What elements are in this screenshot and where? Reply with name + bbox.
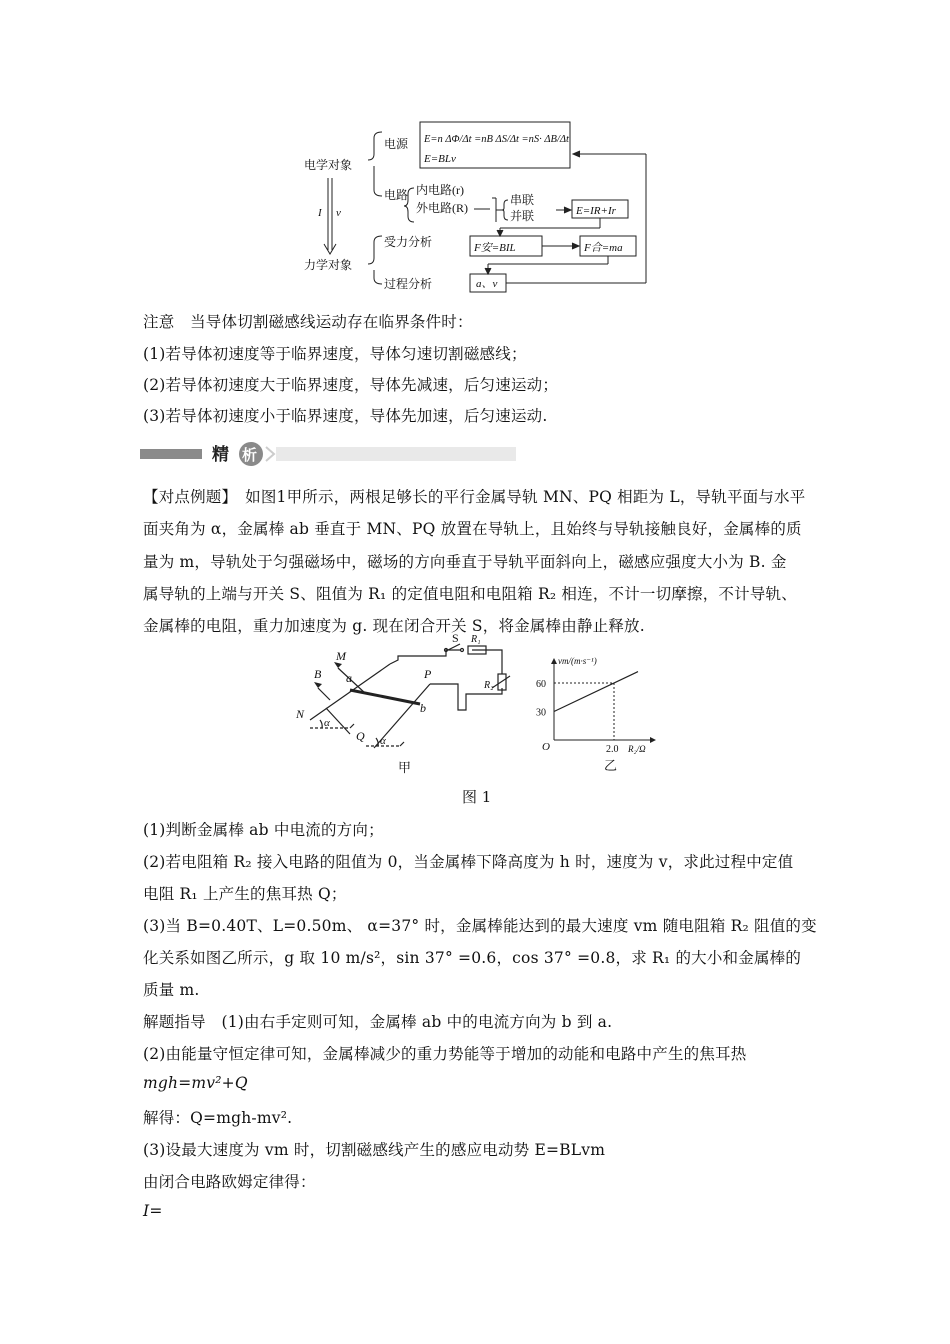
question-3-line-3: 质量 m. (143, 981, 200, 999)
label-Q: Q (356, 729, 365, 743)
problem-line-1: 【对点例题】 如图1甲所示，两根足够长的平行金属导轨 MN、PQ 相距为 L，导轨平面与水平 (143, 488, 806, 506)
brace-mechanical (368, 236, 382, 284)
solution-line-7: I= (143, 1202, 163, 1220)
question-2-line-2: 电阻 R₁ 上产生的焦耳热 Q； (143, 885, 347, 903)
label-alpha-1: α (324, 717, 330, 729)
series-line-0 (554, 672, 638, 712)
newton-formula: F合=ma (584, 242, 623, 254)
note-item-1: (1)若导体初速度等于临界速度，导体匀速切割磁感线； (143, 345, 527, 363)
label-mechanical-object: 力学对象 (304, 258, 353, 272)
label-outer-circuit: 外电路(R) (416, 201, 468, 215)
label-electric-object: 电学对象 (304, 158, 353, 172)
rail-diagram (290, 631, 520, 776)
problem-line-2: 面夹角为 α，金属棒 ab 垂直于 MN、PQ 放置在导轨上，且始终与导轨接触良好，金属棒的质 (143, 520, 802, 538)
label-a: a (346, 671, 352, 685)
figure-caption: 图 1 (462, 788, 492, 806)
velocity-label: v (336, 207, 341, 219)
label-force-analysis: 受力分析 (384, 235, 433, 249)
label-b: b (420, 701, 426, 715)
label-R1: R₁ (471, 634, 481, 645)
label-S: S (452, 631, 459, 645)
question-1: (1)判断金属棒 ab 中电流的方向； (143, 821, 384, 839)
solution-line-3: mgh=mv²+Q (143, 1074, 248, 1092)
ohm-formula: E=IR+Ir (576, 205, 616, 217)
concept-flowchart (290, 118, 670, 300)
label-R2: R₂ (484, 680, 494, 691)
question-2-line-1: (2)若电阻箱 R₂ 接入电路的阻值为 0，当金属棒下降高度为 h 时，速度为 v，求此过程中定值 (143, 853, 794, 871)
problem-line-3: 量为 m，导轨处于匀强磁场中，磁场的方向垂直于导轨平面斜向上，磁感应强度大小为 B. 金 (143, 553, 787, 571)
question-3-line-1: (3)当 B=0.40T、L=0.50m、 α=37° 时，金属棒能达到的最大速度 vm 随电阻箱 R₂ 阻值的变 (143, 917, 817, 935)
label-N: N (296, 707, 305, 721)
label-B: B (314, 667, 322, 681)
note-item-3: (3)若导体初速度小于临界速度，导体先加速，后匀速运动. (143, 407, 548, 425)
label-inner-circuit: 内电路(r) (416, 183, 464, 197)
left-caption: 甲 (398, 760, 412, 775)
right-caption: 乙 (604, 758, 618, 773)
section-title-char-1: 精 (212, 445, 229, 464)
solution-line-5: (3)设最大速度为 vm 时，切割磁感线产生的感应电动势 E=BLvm (143, 1141, 606, 1159)
y-tick-label-0: 30 (536, 707, 546, 719)
question-3-line-2: 化关系如图乙所示，g 取 10 m/s²，sin 37° =0.6，cos 37° =0.8，求 R₁ 的大小和金属棒的 (143, 949, 802, 967)
section-title-char-2: 析 (242, 448, 258, 464)
label-power-source: 电源 (384, 137, 409, 151)
label-process-analysis: 过程分析 (384, 277, 433, 291)
label-series: 串联 (510, 193, 535, 207)
solution-line-4: 解得：Q=mgh-mv². (143, 1109, 293, 1127)
y-axis-label: vm/(m·s⁻¹) (558, 656, 597, 666)
y-tick-label-1: 60 (536, 679, 546, 690)
emf-formula-1: E=n ΔΦ/Δt =nB ΔS/Δt =nS· ΔB/Δt (424, 134, 569, 145)
emf-formula-2: E=BLv (424, 153, 456, 165)
kinematics-label: a、v (476, 278, 498, 290)
solution-line-6: 由闭合电路欧姆定律得： (143, 1173, 316, 1191)
label-circuit: 电路 (384, 188, 409, 202)
note-title: 注意 当导体切割磁感线运动存在临界条件时： (143, 313, 473, 331)
note-item-2: (2)若导体初速度大于临界速度，导体先减速，后匀速运动； (143, 376, 559, 394)
origin-label: O (542, 741, 550, 753)
force-formula: F安=BIL (474, 242, 516, 254)
section-header (140, 441, 520, 467)
label-alpha-2: α (380, 735, 386, 747)
problem-line-5: 金属棒的电阻，重力加速度为 g. 现在闭合开关 S，将金属棒由静止释放. (143, 617, 645, 635)
label-M: M (336, 649, 346, 663)
brace-electric (368, 132, 382, 196)
x-axis-label: R₂/Ω (628, 744, 646, 754)
current-label: I (318, 207, 322, 219)
solution-line-1: 解题指导 (1)由右手定则可知，金属棒 ab 中的电流方向为 b 到 a. (143, 1013, 613, 1031)
label-parallel: 并联 (510, 209, 535, 223)
vm-chart (534, 654, 664, 774)
problem-line-4: 属导轨的上端与开关 S、阻值为 R₁ 的定值电阻和电阻箱 R₂ 相连，不计一切摩擦，不计导轨、 (143, 585, 797, 603)
x-tick-label-0: 2.0 (606, 744, 619, 755)
solution-line-2: (2)由能量守恒定律可知，金属棒减少的重力势能等于增加的动能和电路中产生的焦耳热 (143, 1045, 747, 1063)
label-P: P (424, 667, 432, 681)
